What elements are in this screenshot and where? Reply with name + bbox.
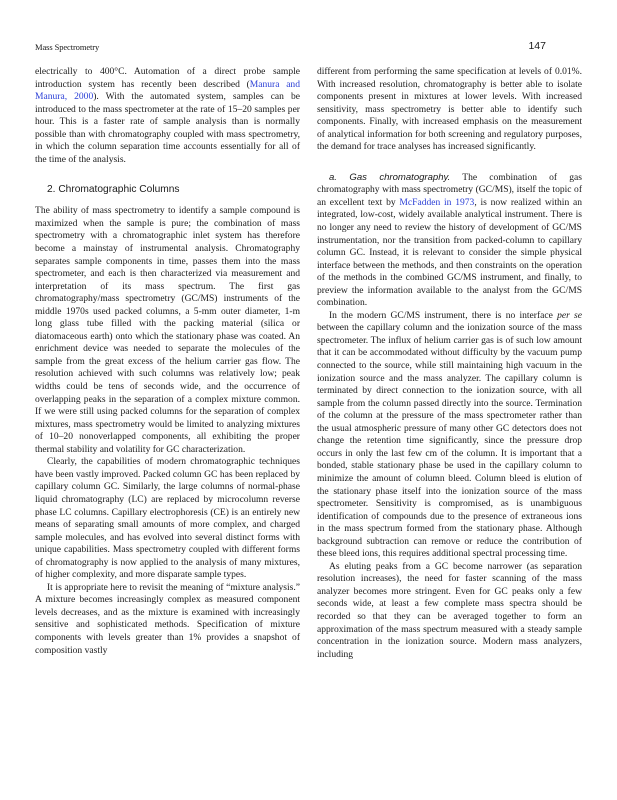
right-column (317, 66, 582, 661)
paragraph: Clearly, the capabilities of modern chromatographic techniques have been vastly improved. Packed column GC has been replaced by capillary column GC. Similarly, the large columns of normal-phase liquid chromatography (LC) are replaced by microcolumn reverse phase LC columns. Capillary electrophoresis (CE) is an entirely new means of separating small amounts of more complex, and charged sample molecules, and has evolved into several distinct forms with unique capabilities. Mass spectrometry coupled with different forms of chromatography is now applied to the analysis of many mixtures, of higher complexity, and more disparate sample types. (35, 456, 300, 581)
running-head: Mass Spectrometry (35, 42, 100, 52)
paragraph: In the modern GC/MS instrument, there is no interface per se between the capillary column and the ionization source of the mass spectrometer. The influx of helium carrier gas is of such low amount that it can be accommodated without difficulty by the vacuum pump connected to the source, while still maintaining high vacuum in the ionization source and the mass analyzer. The capillary column is terminated by direct connection to the ionization source, with all sample from the column passed directly into the source. Termination of the column at the pressure of the mass spectrometer rather than the usual atmospheric pressure of many other GC detectors does not change the retention time significantly, since the pressure drop occurs in only the last few cm of the column. It is important that a bonded, stable stationary phase be used in the capillary column to minimize the amount of column bleed. Column bleed is elution of the stationary phase itself into the ionization source of the mass spectrometer. Sensitivity is compromised, as is unambiguous identification of compounds due to the presence of extraneous ions in the mass spectrum formed from the stationary phase. Although background subtraction can remove or reduce the contribution of these bleed ions, this requires additional spectral processing time. (317, 309, 582, 560)
subsection-paragraph: a. Gas chromatography. The combination of gas chromatography with mass spectrometry (GC/MS), itself the topic of an excellent text by McFadden in 1973, is now realized within an integrated, low-cost, widely available analytical instrument. There is no longer any need to review the history of development of GC/MS instrumentation, nor the transition from packed-column to capillary column GC. Instead, it is relevant to consider the simple physical interface between the methods, and then constraints on the operation of the methods in the combined GC/MS instrument, and finally, to preview the information available to the analyst from the GC/MS combination. (317, 171, 583, 309)
subsection-heading: a. Gas chromatography. (329, 171, 451, 183)
paragraph: electrically to 400°C. Automation of a direct probe sample introduction system has recently been described (Manura and Manura, 2000). With the automated system, samples can be introduced to the mass spectrometer at the rate of 15–20 samples per hour. This is a faster rate of sample analysis than is normally possible than with chromatography coupled with mass spectrometry, in which the column separation time accounts essentially for all of the time of the analysis. (35, 66, 300, 165)
paragraph: As eluting peaks from a GC become narrower (as separation resolution increases), the need for faster scanning of the mass analyzer becomes more stringent. Even for GC peaks only a few seconds wide, at least a few complete mass spectra should be recorded so that they can be averaged together to form an approximation of the mass spectrum measured with a steady sample concentration in the ionization source. Modern mass analyzers, including (317, 560, 582, 660)
page-number: 147 (528, 40, 546, 52)
section-heading: 2. Chromatographic Columns (47, 184, 180, 196)
paragraph: The ability of mass spectrometry to identify a sample compound is maximized when the sample is pure; the combination of mass spectrometry with a chromatographic inlet system has therefore become a mainstay of instrumental analysis. Chromatography separates sample components in time, passes them into the mass spectrometer, and each is then characterized via measurement and interpretation of its mass spectrum. The first gas chromatography/mass spectrometry (GC/MS) instruments of the middle 1970s used packed columns, a 5-mm outer diameter, 1-m long glass tube filled with the packing material (silica or diatomaceous earth) onto which the stationary phase was coated. An enrichment device was needed to separate the molecules of the sample from the great excess of the helium carrier gas flow. The resolution achieved with such columns was relatively low; peak widths could be tens of seconds wide, and the occurrence of overlapping peaks in the separation of a complex mixture common. If we were still using packed columns for the separation of complex mixtures, mass spectrometry would be limited to analyzing mixtures of 10–20 nonoverlapped components, all exhibiting the proper thermal stability and volatility for GC characterization. (35, 205, 300, 455)
citation-link[interactable]: McFadden in 1973 (399, 196, 475, 208)
left-column (35, 66, 300, 657)
paragraph: different from performing the same specification at levels of 0.01%. With increased resolution, chromatography is better able to isolate components present in mixtures at lower levels. With increased sensitivity, mass spectrometry is better able to identify such components. Finally, with increased emphasis on the measurement of analytical information for both screening and regulatory purposes, the demand for trace analyses has increased significantly. (317, 66, 582, 153)
paragraph: It is appropriate here to revisit the meaning of “mixture analysis.” A mixture becomes increasingly complex as measured component levels decreases, and as the mixture is examined with increasingly sensitive and sophisticated methods. Specification of mixture components with levels greater than 1% provides a snapshot of composition vastly (35, 581, 300, 656)
citation-link[interactable]: Manura and Manura, 2000 (35, 78, 300, 103)
